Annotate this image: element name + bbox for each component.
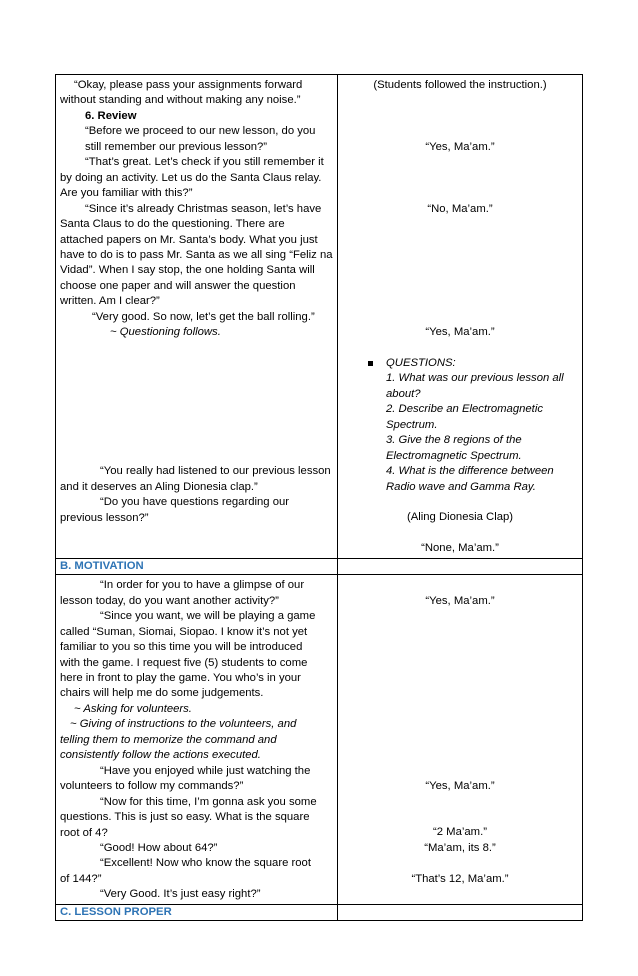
question-item: Spectrum. — [386, 418, 438, 431]
student-activity-cell — [338, 575, 583, 905]
question-item: 3. Give the 8 regions of the — [386, 434, 522, 447]
text-line: have to do is to pass Mr. Santa as we all sing “Feliz na — [60, 248, 333, 261]
section-heading: C. LESSON PROPER — [56, 904, 338, 920]
text-line: “That’s great. Let’s check if you still remember it — [85, 156, 324, 169]
text-line: volunteers to follow my commands?” — [60, 780, 244, 793]
review-row — [56, 75, 583, 559]
question-item: 4. What is the difference between — [386, 465, 554, 478]
text-line: without standing and without making any noise.” — [60, 94, 301, 107]
text-line: called “Suman, Siomai, Siopao. I know it’s not yet — [60, 625, 308, 638]
text-line: “Do you have questions regarding our — [100, 496, 290, 509]
text-line: of 144?” — [60, 872, 102, 885]
text-line: choose one paper and will answer the question — [60, 279, 296, 292]
student-response: “Yes, Ma’am.” — [425, 594, 495, 607]
text-line: Vidad”. When I say stop, the one holding Santa will — [60, 264, 315, 277]
empty-cell — [338, 904, 583, 920]
text-line: still remember our previous lesson?” — [85, 140, 268, 153]
text-line: “Okay, please pass your assignments forward — [74, 79, 303, 91]
motivation-row — [56, 575, 583, 905]
text-line: lesson today, do you want another activity?” — [60, 594, 279, 607]
text-line: “Before we proceed to our new lesson, do you — [85, 125, 316, 138]
section-heading: B. MOTIVATION — [56, 558, 338, 574]
lesson-proper-heading-row — [56, 904, 583, 920]
text-line: “You really had listened to our previous lesson — [100, 465, 331, 478]
question-item: Radio wave and Gamma Ray. — [386, 480, 536, 493]
text-line: “Good! How about 64?” — [100, 841, 218, 854]
questions-title: QUESTIONS: — [386, 356, 456, 369]
student-response: “Yes, Ma’am.” — [425, 779, 495, 792]
text-line: by doing an activity. Let us do the Santa Claus relay. — [60, 171, 322, 184]
square-bullet-icon — [368, 361, 373, 366]
question-item: 1. What was our previous lesson all — [386, 372, 564, 385]
student-response: “That’s 12, Ma’am.” — [411, 872, 509, 885]
text-line: attached papers on Mr. Santa’s body. What you just — [60, 233, 318, 246]
stage-direction: ~ Giving of instructions to the volunteers, and — [70, 718, 297, 731]
text-line: chairs will help me do some judgements. — [60, 687, 264, 700]
section-subheading: 6. Review — [85, 109, 137, 122]
question-item: about? — [386, 387, 421, 400]
text-line: root of 4? — [60, 826, 108, 839]
stage-direction: consistently follow the actions executed. — [60, 749, 261, 762]
student-response: “None, Ma’am.” — [421, 542, 499, 555]
question-item: Electromagnetic Spectrum. — [386, 449, 522, 462]
teacher-activity-cell — [56, 575, 338, 905]
stage-direction: ~ Asking for volunteers. — [74, 702, 192, 715]
text-line: with the game. I request five (5) students to come — [60, 656, 308, 669]
text-line: “Excellent! Now who know the square root — [100, 857, 311, 870]
motivation-heading-row — [56, 558, 583, 574]
text-line: “Very Good. It’s just easy right?” — [100, 888, 261, 901]
questions-list — [342, 356, 578, 495]
text-line: “Very good. So now, let’s get the ball rolling.” — [92, 310, 315, 323]
text-line: written. Am I clear?” — [60, 295, 160, 308]
text-line: “Since you want, we will be playing a game — [100, 610, 316, 623]
student-response: “No, Ma’am.” — [427, 202, 493, 215]
text-line: here in front to play the game. You who’s in your — [60, 671, 301, 684]
student-response: “2 Ma’am.” — [433, 826, 487, 839]
student-response: “Yes, Ma’am.” — [425, 140, 495, 153]
text-line: “In order for you to have a glimpse of our — [100, 579, 305, 592]
student-response: (Students followed the instruction.) — [373, 79, 547, 91]
text-line: “Now for this time, I’m gonna ask you some — [100, 795, 317, 808]
text-line: Santa Claus to do the questioning. There are — [60, 218, 285, 231]
lesson-plan-table — [55, 74, 583, 921]
student-response: “Ma’am, its 8.” — [424, 841, 496, 854]
student-response: (Aling Dionesia Clap) — [406, 511, 514, 524]
text-line: and it deserves an Aling Dionesia clap.” — [60, 480, 258, 493]
stage-direction: telling them to memorize the command and — [60, 733, 277, 746]
text-line: “Since it’s already Christmas season, let’s have — [85, 202, 322, 215]
text-line: “Have you enjoyed while just watching the — [100, 764, 311, 777]
text-line: questions. This is just so easy. What is the square — [60, 811, 310, 824]
teacher-activity-cell — [56, 75, 338, 559]
student-response: “Yes, Ma’am.” — [425, 326, 495, 339]
question-item: 2. Describe an Electromagnetic — [386, 403, 543, 416]
text-line: Are you familiar with this?” — [60, 187, 193, 200]
text-line: familiar to you so this time you will be introduced — [60, 641, 303, 654]
empty-cell — [338, 558, 583, 574]
stage-direction: ~ Questioning follows. — [110, 326, 221, 339]
student-activity-cell — [338, 75, 583, 559]
text-line: previous lesson?” — [60, 511, 149, 524]
